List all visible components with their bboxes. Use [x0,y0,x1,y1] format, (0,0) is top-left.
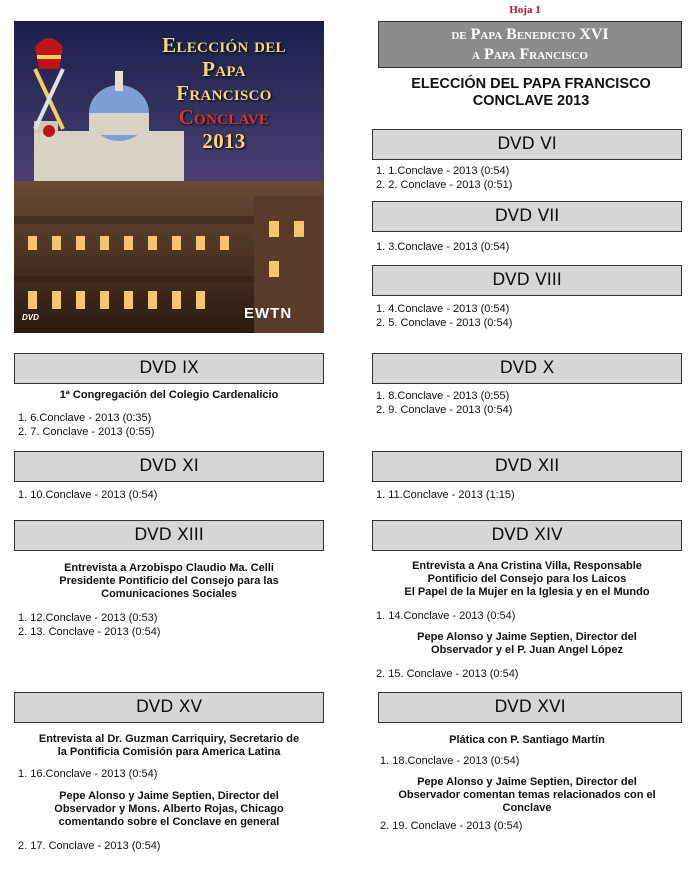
note-line: Entrevista al Dr. Guzman Carriquiry, Secretario de [38,733,300,745]
dvd-14-list-1 [376,609,515,623]
cover-title [124,33,324,153]
note-line: Pepe Alonso y Jaime Septien, Director del [417,631,637,643]
dvd-14-note-2 [372,631,682,657]
dvd-16-list-1 [380,754,519,768]
dvd-16-note-2 [372,776,682,815]
list-item: 1. 10.Conclave - 2013 (0:54) [18,489,158,501]
note-line: Pepe Alonso y Jaime Septien, Director del [59,790,279,802]
list-item: 2. 7. Conclave - 2013 (0:55) [18,426,155,438]
cover-title-line-5: 2013 [202,129,246,153]
note-line: Comunicaciones Sociales [101,588,237,600]
dvd-9-list [18,411,154,439]
dvd-15-header: DVD XV [14,692,324,723]
dvd-16-note: Plática con P. Santiago Martín [449,734,605,746]
dvd-12-list [376,488,515,502]
subheading [372,76,690,110]
dvd-7-list [376,240,509,254]
dvd-11-list [18,488,157,502]
list-item: 2. 19. Conclave - 2013 (0:54) [380,820,523,832]
dvd-15-list-1 [18,767,157,781]
list-item: 1. 8.Conclave - 2013 (0:55) [376,390,510,402]
note-line: Entrevista a Ana Cristina Villa, Responsable [412,560,642,572]
title-line-2: a Papa Francisco [472,46,588,63]
note-line: Observador comentan temas relacionados con el [398,789,656,801]
title-line-1: de Papa Benedicto XVI [451,26,609,43]
dvd-15-list-2 [18,839,160,853]
dvd-13-note [14,562,324,601]
note-line: comentando sobre el Conclave en general [58,816,280,828]
ewtn-logo: EWTN [244,305,293,322]
list-item: 2. 17. Conclave - 2013 (0:54) [18,840,161,852]
dvd-15-note-2 [14,790,324,829]
cover-title-line-1: Elección del [162,33,286,57]
dvd-16-header: DVD XVI [378,692,682,723]
list-item: 2. 9. Conclave - 2013 (0:54) [376,404,513,416]
dvd-12-header: DVD XII [372,451,682,482]
dvd-13-header: DVD XIII [14,520,324,551]
dvd-logo: DVD [22,313,39,322]
dvd-14-list-2 [376,667,518,681]
dvd-7-header: DVD VII [372,201,682,232]
dvd-8-header: DVD VIII [372,265,682,296]
subheading-line-1: ELECCIÓN DEL PAPA FRANCISCO [411,76,651,92]
dvd-14-header: DVD XIV [372,520,682,551]
list-item: 2. 5. Conclave - 2013 (0:54) [376,317,513,329]
dvd-8-list [376,302,512,330]
dvd-16-list-2 [380,819,522,833]
cover-title-line-2: Papa [202,57,246,81]
list-item: 1. 14.Conclave - 2013 (0:54) [376,610,516,622]
dvd-6-header: DVD VI [372,129,682,160]
note-line: Observador y Mons. Alberto Rojas, Chicago [54,803,284,815]
note-line: Observador y el P. Juan Angel López [431,644,623,656]
cover-title-line-4: Conclave [178,105,270,129]
sheet-label: Hoja 1 [509,4,541,16]
note-line: Presidente Pontificio del Consejo para las [59,575,279,587]
dvd-13-list [18,611,160,639]
list-item: 1. 12.Conclave - 2013 (0:53) [18,612,158,624]
dvd-9-header: DVD IX [14,353,324,384]
list-item: 2. 2. Conclave - 2013 (0:51) [376,179,513,191]
dvd-15-note [14,733,324,759]
list-item: 1. 3.Conclave - 2013 (0:54) [376,241,510,253]
note-line: Entrevista a Arzobispo Claudio Ma. Celli [64,562,274,574]
dvd-10-list [376,389,512,417]
dvd-11-header: DVD XI [14,451,324,482]
cover-title-line-3: Francisco [176,81,272,105]
list-item: 1. 18.Conclave - 2013 (0:54) [380,755,520,767]
title-box [378,21,682,68]
list-item: 1. 11.Conclave - 2013 (1:15) [376,489,515,501]
list-item: 1. 1.Conclave - 2013 (0:54) [376,165,510,177]
note-line: Pepe Alonso y Jaime Septien, Director del [417,776,637,788]
note-line: Pontificio del Consejo para los Laicos [427,573,627,585]
subheading-line-2: CONCLAVE 2013 [472,93,590,109]
list-item: 1. 16.Conclave - 2013 (0:54) [18,768,158,780]
list-item: 1. 4.Conclave - 2013 (0:54) [376,303,510,315]
list-item: 2. 13. Conclave - 2013 (0:54) [18,626,161,638]
note-line: El Papel de la Mujer en la Iglesia y en el Mundo [404,586,650,598]
dvd-10-header: DVD X [372,353,682,384]
dvd-6-list [376,164,512,192]
dvd-cover-image [14,21,324,333]
note-line: la Pontificia Comisión para America Latina [57,746,281,758]
note-line: Conclave [502,802,552,814]
dvd-14-note [372,560,682,599]
dvd-9-note: 1ª Congregación del Colegio Cardenalicio [59,389,279,401]
list-item: 2. 15. Conclave - 2013 (0:54) [376,668,519,680]
list-item: 1. 6.Conclave - 2013 (0:35) [18,412,152,424]
